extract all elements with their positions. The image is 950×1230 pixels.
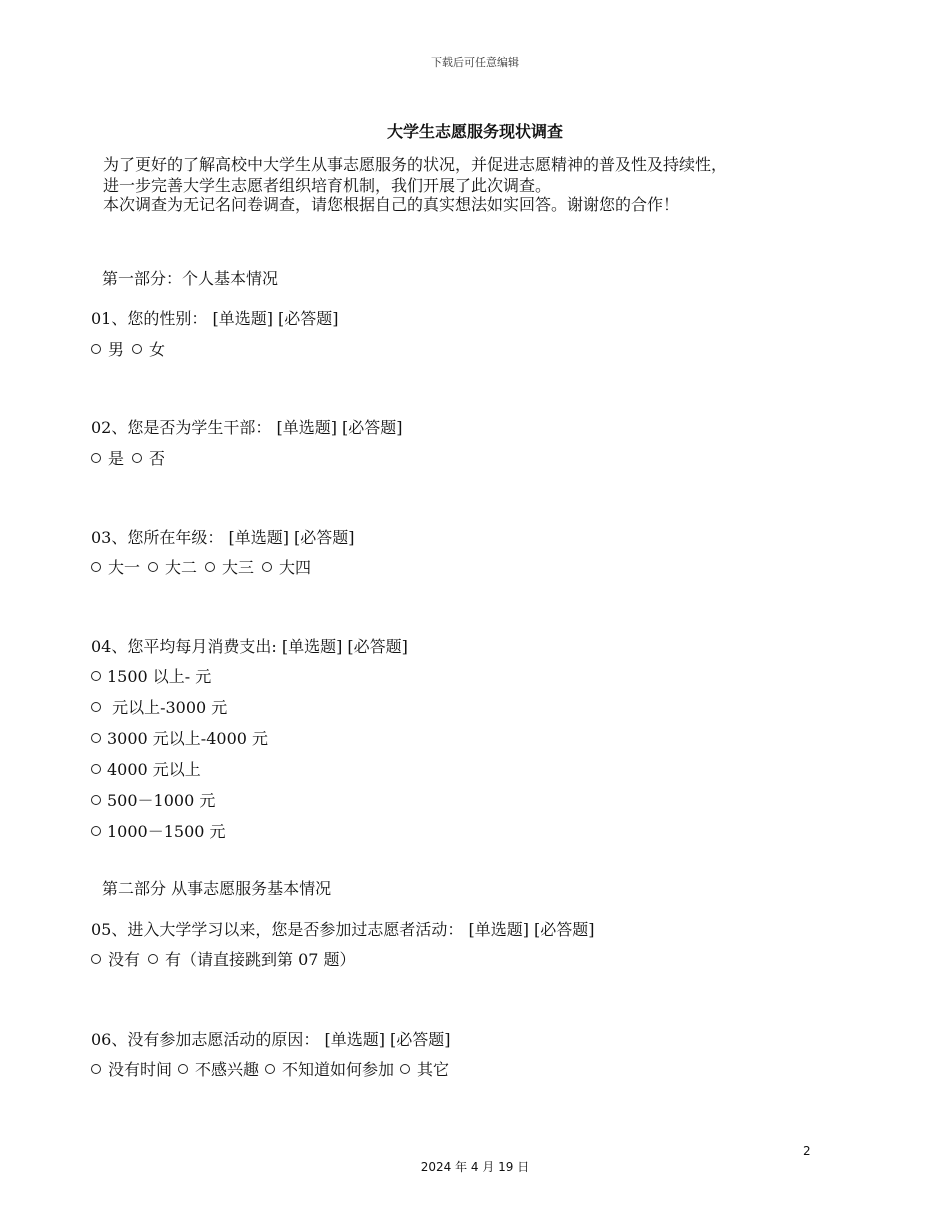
option-spend-1[interactable] <box>91 664 211 687</box>
option-label: 500－1000 元 <box>107 791 216 810</box>
option-label: 有（请直接跳到第 07 题） <box>165 950 356 969</box>
option-label: 不感兴趣 <box>195 1060 260 1079</box>
radio-icon[interactable] <box>265 1064 275 1074</box>
radio-icon[interactable] <box>91 733 101 743</box>
option-label: 大二 <box>165 558 198 577</box>
question-06-label: 06、没有参加志愿活动的原因： [单选题] [必答题] <box>91 1030 451 1049</box>
radio-icon[interactable] <box>91 671 101 681</box>
option-yes[interactable] <box>91 446 124 469</box>
question-02-label: 02、您是否为学生干部： [单选题] [必答题] <box>91 418 403 437</box>
page-header: 下载后可任意编辑 <box>431 56 519 69</box>
option-spend-5[interactable] <box>91 788 215 811</box>
section-heading-part1: 第一部分：个人基本情况 <box>102 269 279 288</box>
survey-title: 大学生志愿服务现状调查 <box>386 122 563 141</box>
intro-line-3: 本次调查为无记名问卷调查，请您根据自己的真实想法如实回答。谢谢您的合作！ <box>103 195 680 214</box>
radio-icon[interactable] <box>132 344 142 354</box>
option-label: 1000－1500 元 <box>107 822 226 841</box>
option-label: 没有时间 <box>108 1060 173 1079</box>
radio-icon[interactable] <box>400 1064 410 1074</box>
radio-icon[interactable] <box>91 826 101 836</box>
radio-icon[interactable] <box>91 1064 101 1074</box>
page-footer-date: 2024 年 4 月 19 日 <box>420 1160 530 1174</box>
option-female[interactable] <box>132 337 165 360</box>
option-grade-3[interactable] <box>205 555 254 578</box>
question-04-label: 04、您平均每月消费支出: [单选题] [必答题] <box>91 637 408 656</box>
question-05-options <box>91 947 364 970</box>
option-label: 大一 <box>108 558 141 577</box>
option-not-interested[interactable] <box>178 1057 259 1080</box>
option-other[interactable] <box>400 1057 449 1080</box>
option-label: 否 <box>149 449 166 468</box>
radio-icon[interactable] <box>132 453 142 463</box>
option-label: 3000 元以上-4000 元 <box>107 729 269 748</box>
option-grade-4[interactable] <box>262 555 311 578</box>
option-label: 1500 以上- 元 <box>107 667 212 686</box>
option-spend-3[interactable] <box>91 726 268 749</box>
question-01-options <box>91 337 173 360</box>
question-03-label: 03、您所在年级： [单选题] [必答题] <box>91 528 355 547</box>
option-spend-4[interactable] <box>91 757 201 780</box>
page-number: 2 <box>803 1144 811 1158</box>
option-grade-1[interactable] <box>91 555 140 578</box>
option-no[interactable] <box>132 446 165 469</box>
radio-icon[interactable] <box>91 562 101 572</box>
radio-icon[interactable] <box>91 702 101 712</box>
radio-icon[interactable] <box>91 344 101 354</box>
question-06-options <box>91 1057 457 1080</box>
option-no-time[interactable] <box>91 1057 172 1080</box>
question-02-options <box>91 446 173 469</box>
option-have[interactable] <box>148 947 356 970</box>
option-label: 是 <box>108 449 125 468</box>
radio-icon[interactable] <box>262 562 272 572</box>
intro-line-2: 进一步完善大学生志愿者组织培育机制，我们开展了此次调查。 <box>103 176 552 195</box>
question-03-options <box>91 555 319 578</box>
option-label: 其它 <box>417 1060 450 1079</box>
option-label: 大四 <box>279 558 312 577</box>
option-label: 不知道如何参加 <box>282 1060 395 1079</box>
option-spend-6[interactable] <box>91 819 226 842</box>
option-label: 大三 <box>222 558 255 577</box>
intro-line-1: 为了更好的了解高校中大学生从事志愿服务的状况，并促进志愿精神的普及性及持续性， <box>103 155 728 174</box>
radio-icon[interactable] <box>91 954 101 964</box>
option-never[interactable] <box>91 947 140 970</box>
radio-icon[interactable] <box>91 795 101 805</box>
radio-icon[interactable] <box>148 562 158 572</box>
section-heading-part2: 第二部分 从事志愿服务基本情况 <box>102 879 332 898</box>
option-dont-know-how[interactable] <box>265 1057 394 1080</box>
radio-icon[interactable] <box>178 1064 188 1074</box>
option-label: 没有 <box>108 950 141 969</box>
option-grade-2[interactable] <box>148 555 197 578</box>
question-05-label: 05、进入大学学习以来，您是否参加过志愿者活动： [单选题] [必答题] <box>91 920 595 939</box>
option-label: 女 <box>149 340 166 359</box>
option-label: 元以上-3000 元 <box>107 698 228 717</box>
radio-icon[interactable] <box>205 562 215 572</box>
option-male[interactable] <box>91 337 124 360</box>
radio-icon[interactable] <box>148 954 158 964</box>
radio-icon[interactable] <box>91 453 101 463</box>
option-label: 4000 元以上 <box>107 760 201 779</box>
radio-icon[interactable] <box>91 764 101 774</box>
option-spend-2[interactable] <box>91 695 227 718</box>
question-01-label: 01、您的性别： [单选题] [必答题] <box>91 309 339 328</box>
option-label: 男 <box>108 340 125 359</box>
